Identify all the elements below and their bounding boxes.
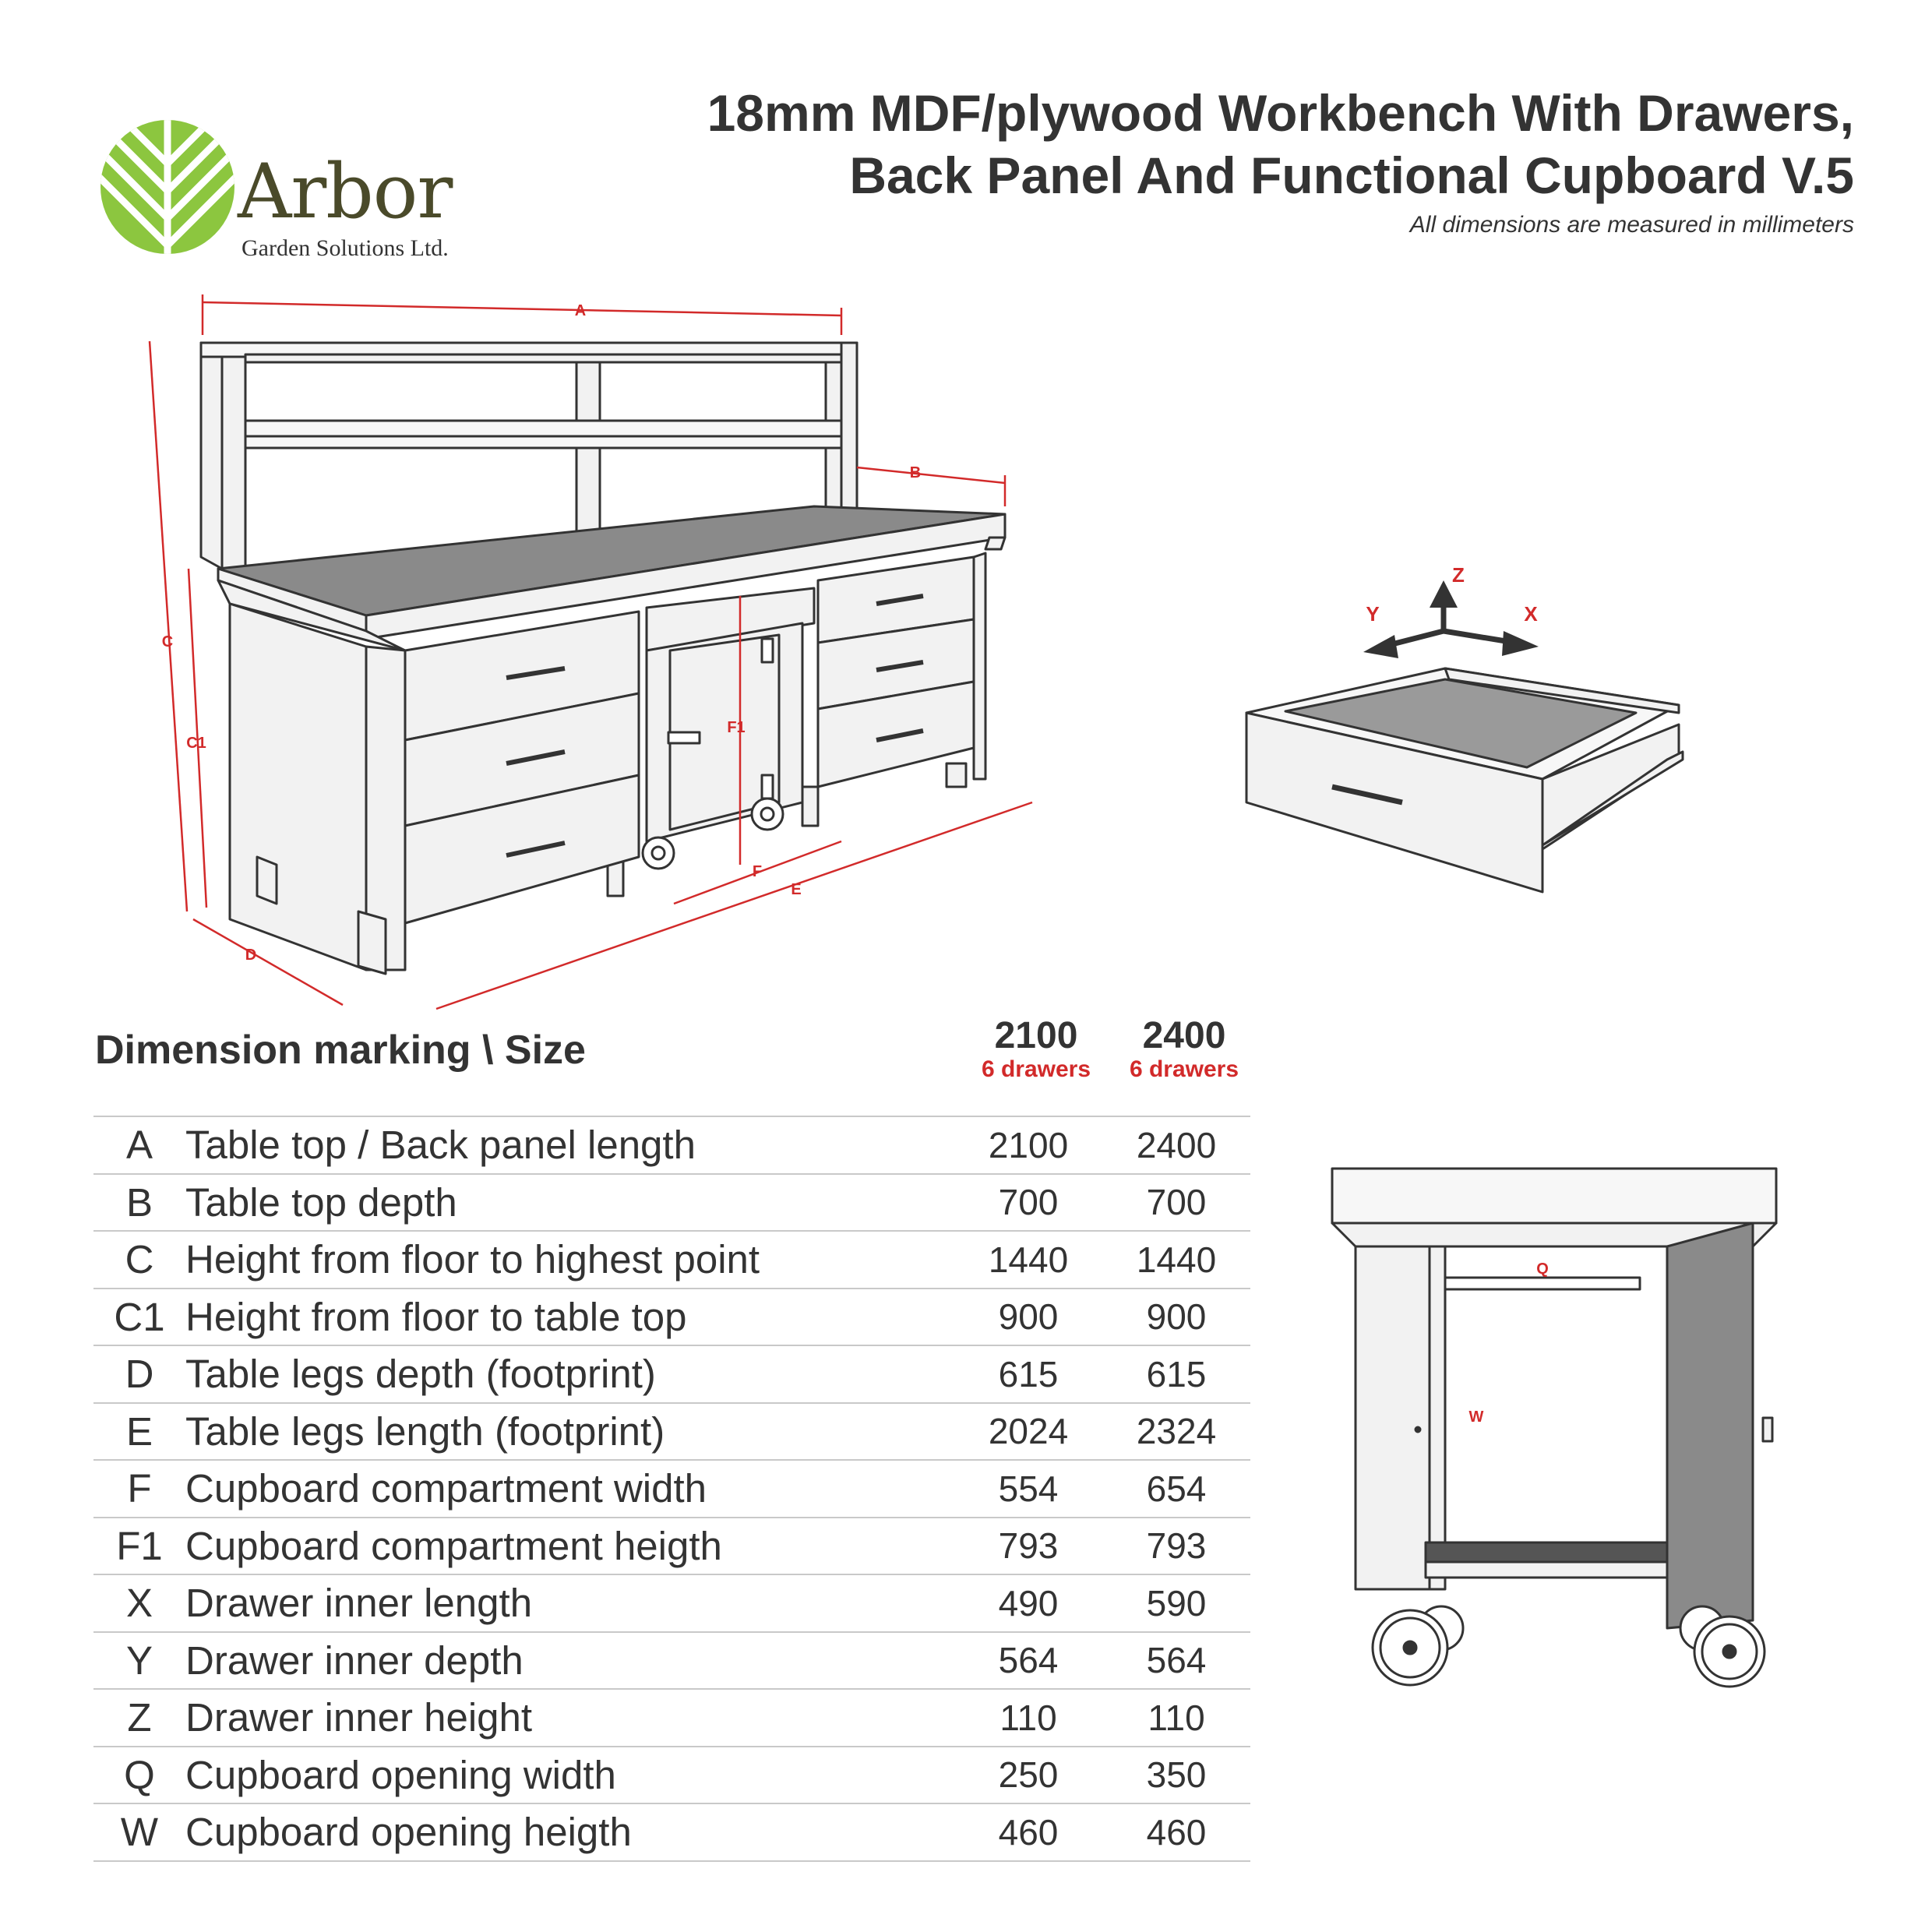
row-code: B — [93, 1174, 185, 1232]
row-code: E — [93, 1403, 185, 1461]
cupboard — [647, 588, 814, 841]
table-header-label: Dimension marking \ Size — [95, 1028, 586, 1073]
row-description: Table top / Back panel length — [185, 1116, 954, 1174]
table-row — [93, 1689, 1250, 1747]
column-subtitle: 6 drawers — [1129, 1056, 1239, 1082]
axis-label-y: Y — [1366, 602, 1380, 626]
table-row — [93, 1632, 1250, 1690]
row-value-2400: 900 — [1102, 1289, 1250, 1346]
row-description: Height from floor to table top — [185, 1289, 954, 1346]
table-row — [93, 1518, 1250, 1575]
column-subtitle: 6 drawers — [981, 1056, 1091, 1082]
row-value-2100: 110 — [954, 1689, 1102, 1747]
row-description: Table legs length (footprint) — [185, 1403, 954, 1461]
dimensions-table — [93, 1116, 1250, 1862]
row-value-2100: 2100 — [954, 1116, 1102, 1174]
row-value-2100: 793 — [954, 1518, 1102, 1575]
dim-label-c: C — [161, 633, 174, 650]
row-value-2400: 590 — [1102, 1574, 1250, 1632]
left-drawers — [405, 612, 639, 923]
row-code: F1 — [93, 1518, 185, 1575]
row-value-2400: 460 — [1102, 1803, 1250, 1861]
row-value-2100: 460 — [954, 1803, 1102, 1861]
row-code: C — [93, 1231, 185, 1289]
dim-label-c1: C1 — [186, 735, 206, 752]
column-header-2400 — [1106, 1017, 1262, 1084]
dim-label-a: A — [574, 302, 587, 319]
axis-label-z: Z — [1452, 563, 1465, 587]
row-description: Height from floor to highest point — [185, 1231, 954, 1289]
dim-label-d: D — [245, 947, 257, 964]
row-code: F — [93, 1460, 185, 1518]
title-line-1: 18mm MDF/plywood Workbench With Drawers, — [707, 84, 1854, 142]
dim-label-w: W — [1468, 1408, 1484, 1426]
row-code: A — [93, 1116, 185, 1174]
table-row — [93, 1231, 1250, 1289]
row-value-2100: 564 — [954, 1632, 1102, 1690]
row-description: Cupboard compartment width — [185, 1460, 954, 1518]
row-description: Cupboard opening width — [185, 1747, 954, 1804]
row-value-2400: 1440 — [1102, 1231, 1250, 1289]
table-row — [93, 1403, 1250, 1461]
row-value-2400: 615 — [1102, 1345, 1250, 1403]
row-value-2100: 1440 — [954, 1231, 1102, 1289]
axis-label-x: X — [1524, 602, 1538, 626]
table-row — [93, 1345, 1250, 1403]
row-value-2100: 250 — [954, 1747, 1102, 1804]
row-value-2400: 564 — [1102, 1632, 1250, 1690]
row-value-2400: 700 — [1102, 1174, 1250, 1232]
table-row — [93, 1460, 1250, 1518]
row-description: Table legs depth (footprint) — [185, 1345, 954, 1403]
row-code: W — [93, 1803, 185, 1861]
row-code: X — [93, 1574, 185, 1632]
logo-name: Arbor — [238, 148, 453, 235]
row-description: Drawer inner length — [185, 1574, 954, 1632]
row-value-2400: 110 — [1102, 1689, 1250, 1747]
table-row — [93, 1116, 1250, 1174]
row-code: Q — [93, 1747, 185, 1804]
row-code: D — [93, 1345, 185, 1403]
row-code: C1 — [93, 1289, 185, 1346]
row-description: Drawer inner depth — [185, 1632, 954, 1690]
row-value-2100: 900 — [954, 1289, 1102, 1346]
logo-subtitle: Garden Solutions Ltd. — [242, 235, 449, 261]
column-size: 2100 — [994, 1015, 1078, 1056]
row-value-2400: 654 — [1102, 1460, 1250, 1518]
units-note: All dimensions are measured in millimeters — [1409, 212, 1854, 238]
table-row — [93, 1747, 1250, 1804]
cupboard-side-view — [1317, 1161, 1784, 1706]
row-value-2100: 700 — [954, 1174, 1102, 1232]
drawer-drawing — [1246, 668, 1683, 892]
dim-label-b: B — [909, 464, 922, 481]
row-code: Y — [93, 1632, 185, 1690]
right-drawers — [802, 553, 985, 826]
table-row — [93, 1174, 1250, 1232]
row-value-2100: 490 — [954, 1574, 1102, 1632]
row-value-2400: 793 — [1102, 1518, 1250, 1575]
table-row — [93, 1574, 1250, 1632]
table-row — [93, 1289, 1250, 1346]
row-value-2100: 2024 — [954, 1403, 1102, 1461]
column-header-2100 — [958, 1017, 1114, 1084]
xyz-axes — [1363, 580, 1539, 658]
dim-label-q: Q — [1536, 1260, 1549, 1278]
row-description: Table top depth — [185, 1174, 954, 1232]
caster-wheels — [1373, 1606, 1765, 1687]
row-value-2400: 350 — [1102, 1747, 1250, 1804]
dim-label-f: F — [752, 863, 763, 880]
column-size: 2400 — [1142, 1015, 1226, 1056]
row-description: Cupboard compartment heigth — [185, 1518, 954, 1575]
title-line-2: Back Panel And Functional Cupboard V.5 — [849, 146, 1854, 204]
row-code: Z — [93, 1689, 185, 1747]
table-row — [93, 1803, 1250, 1861]
row-value-2400: 2324 — [1102, 1403, 1250, 1461]
row-value-2100: 615 — [954, 1345, 1102, 1403]
row-description: Cupboard opening heigth — [185, 1803, 954, 1861]
row-value-2400: 2400 — [1102, 1116, 1250, 1174]
dim-label-e: E — [791, 881, 802, 898]
row-description: Drawer inner height — [185, 1689, 954, 1747]
dim-label-f1: F1 — [727, 719, 746, 736]
row-value-2100: 554 — [954, 1460, 1102, 1518]
